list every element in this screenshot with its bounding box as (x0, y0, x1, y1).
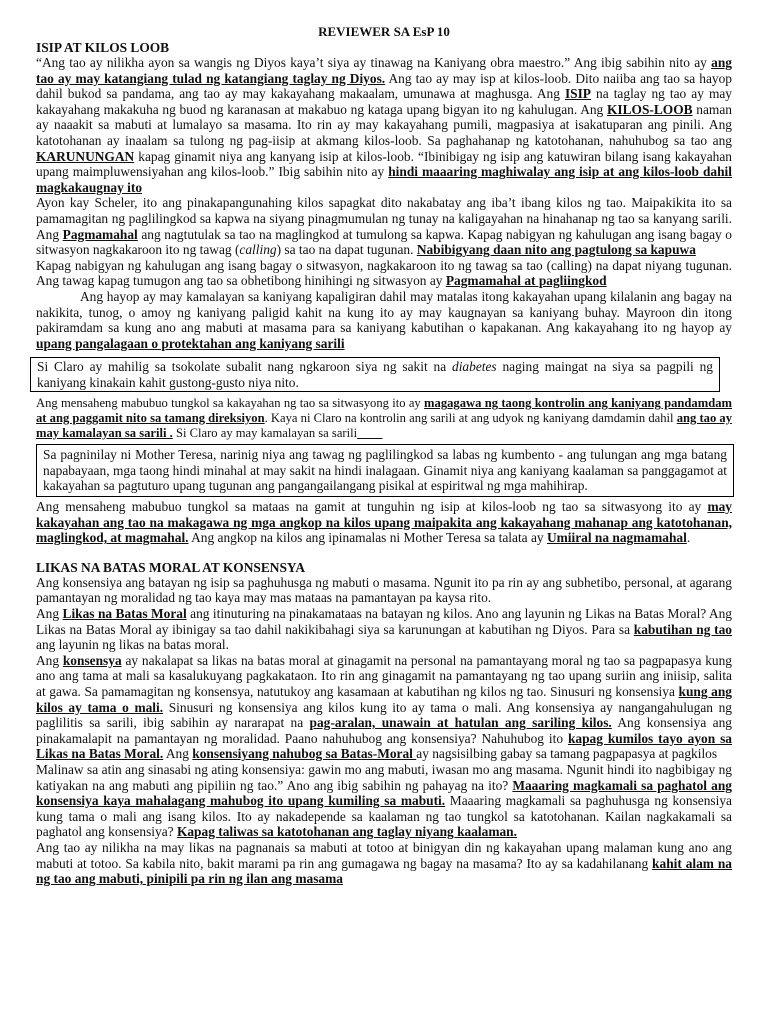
paragraph (36, 840, 732, 887)
example-text (37, 359, 713, 390)
emphasis-text: KARUNUNGAN (36, 148, 135, 164)
emphasis-text: may kakayahan ang tao na makagawa ng mga angkop na kilos upang maipakita ang kakayahang mahanap ang katotohanan, maglingkod, at magmahal. (36, 499, 732, 546)
text-run: ay nakalapat sa likas na batas moral at ginagamit na personal na pamantayang moral ng tao sa pagpapasya kung ano ang tama at mali sa kasalukuyang pagkakataon. Ito rin ang ginagamit na pamantayang ng tao upang suriin ang iniisip, salita at gawa. Sa pamamagitan ng konsensya, natutukoy ang kasamaan at kabutihan ng kilos ng tao. Sinusuri ng konsensiya (36, 652, 732, 699)
text-run: Sa pagninilay ni Mother Teresa, narinig niya ang tawag ng paglilingkod sa labas ng kumbento - ang tulungan ang mga batang napabayaan, mga taong hindi minahal at may sakit na hindi inalagaan. Ginamit niya ang kaniyang kaalaman sa panggagamot at kakayahan sa pagtuturo upang tugunan ang pangangailangang pisikal at espiritwal ng mga mahihirap. (43, 447, 727, 494)
emphasis-text: Umiiral na nagmamahal (546, 530, 687, 546)
text-run: Malinaw sa atin ang sinasabi ng ating konsensiya: gawin mo ang mabuti, iwasan mo ang masama. Ngunit hindi ito nagbibigay ng katiyakan na ang mabuti ang pipiliin ng tao.” Ano ang ibig sabihin ng pahayag na ito? (36, 761, 732, 793)
paragraph (36, 195, 732, 257)
text-run: Maaaring magkamali sa paghuhusga ng konsensiya kung tama o mali ang isang kilos. Ito ay nakadepende sa kaalaman ng tao tungkol sa katotohanan. Kailan nagkakamali sa paghatol ang konsensiya? (36, 793, 732, 840)
paragraph (36, 653, 732, 762)
text-run: Ang mensaheng mabubuo tungkol sa kakayahan ng tao sa sitwasyong ito ay (36, 396, 425, 411)
text-run: “Ang tao ay nilikha ayon sa wangis ng Diyos kaya’t siya ay tinawag na Kaniyang obra maestro.” Ang ibig sabihin nito ay (36, 55, 712, 70)
emphasis-text: ang tao ay may kamalayan sa sarili . (36, 411, 732, 440)
emphasis-text: kung ang kilos ay tama o mali. (36, 683, 732, 715)
example-box-claro (30, 357, 720, 392)
text-run: Ang (36, 652, 63, 668)
emphasis-text: kapag kumilos tayo ayon sa Likas na Batas Moral. (36, 730, 732, 762)
key-phrase (565, 86, 591, 101)
emphasis-text: Pagmamahal at pagliingkod (445, 273, 607, 289)
emphasis-text: Likas na Batas Moral (62, 606, 187, 621)
text-run: ) sa tao na dapat tugunan. (276, 242, 417, 258)
italic-term: calling (239, 242, 277, 258)
emphasis-text: KILOS-LOOB (606, 101, 693, 117)
paragraph (36, 606, 732, 653)
text-run: ay nagsisilbing gabay sa tamang pagpapasya at pagkilos (416, 746, 718, 762)
text-run: . Kaya ni Claro na kontrolin ang sarili at ang udyok ng kaniyang damdamin dahil (264, 411, 677, 426)
paragraph (36, 289, 732, 351)
paragraph (36, 499, 732, 546)
italic-term: diabetes (452, 359, 497, 375)
paragraph (36, 762, 732, 840)
key-phrase (177, 824, 517, 839)
key-phrase (36, 149, 134, 164)
emphasis-text: upang pangalagaan o protektahan ang kaniyang sarili (36, 335, 345, 351)
document-title: REVIEWER SA EsP 10 (318, 24, 450, 39)
text-run: . (686, 530, 691, 546)
key-phrase (607, 102, 693, 117)
emphasis-text: Kapag taliwas sa katotohanan ang taglay niyang kaalaman. (176, 824, 517, 840)
text-run: Ang (163, 746, 193, 762)
key-phrase (63, 606, 187, 621)
text-run: Ang hayop ay may kamalayan sa kaniyang kapaligiran dahil may matalas itong kakayahan upang kilalanin ang bagay na nakikita, tunog, o amoy ng kaniyang paligid kahit na kung ito ay may kaugnayan sa kaniyang buhay. Mayroon din itong pakiramdam sa kung ano ang mabuti at masama para sa kaniyang kabutihan o kapakanan. Ang kakayahang ito ng hayop ay (36, 288, 732, 336)
key-phrase (192, 746, 416, 761)
key-phrase (357, 426, 382, 440)
key-phrase (310, 715, 612, 730)
emphasis-text: Nabibigyang daan nito ang pagtulong sa kapuwa (416, 242, 696, 258)
text-run: Kapag nabigyan ng kahulugan ang isang bagay o sitwasyon, nagkakaroon ito ng tawag sa tao (calling) na dapat niyang tugunan. Ang tawag kapag tumugon ang tao sa obhetibong hinihingi ng sitwasyon ay (36, 257, 732, 289)
paragraph (36, 575, 732, 606)
paragraph (36, 258, 732, 289)
emphasis-text: ____ (357, 425, 383, 440)
key-phrase (417, 242, 696, 257)
emphasis-text: pag-aralan, unawain at hatulan ang sariling kilos. (309, 715, 612, 731)
emphasis-text: Pagmamahal (62, 226, 138, 242)
key-phrase (63, 227, 138, 242)
text-run: Ang konsensiya ang pinakamalapit na pamantayan ng moralidad. Paano nahuhubog ang konsensiya? Nahuhubog ito (36, 715, 732, 746)
text-run: ang layunin ng likas na batas moral. (36, 637, 230, 653)
text-run: Ang tao ay nilikha na may likas na pagnanais sa mabuti at totoo at binigyan din ng kakayahan upang malaman kung ano ang mabuti at totoo. Sa kabila nito, bakit marami pa rin ang gumagawa ng bagay na masama? Ito ay sa kadahilanang (36, 839, 732, 871)
emphasis-text: ISIP (564, 86, 591, 102)
key-phrase (36, 336, 345, 351)
key-phrase (634, 622, 732, 637)
key-phrase (63, 653, 122, 668)
paragraph (36, 55, 732, 195)
section-heading-isip: ISIP AT KILOS LOOB (36, 40, 170, 55)
text-run: ang itinuturing na pinakamataas na batayan ng kilos. Ano ang layunin ng Likas na Batas Moral? Ang Likas na Batas Moral ay ibinigay sa tao dahil nakikibahagi siya sa karunungan at kabutihan ng Diyos. Para sa (36, 606, 732, 637)
key-phrase (547, 530, 687, 545)
text-run: Ang tao ay may isp at kilos-loob. Dito naiiba ang tao sa hayop dahil bukod sa pandama, ang tao ay may kakayahang makaalam, umunawa at maghusga. Ang (36, 70, 733, 102)
paragraph (36, 396, 732, 440)
text-run: Sinusuri ng konsensiya ang kilos kung ito ay tama o mali. Ang konsensiya ay nangangahulugan ng paglilitis sa sarili, ibig sabihin ay nararapat na (36, 699, 732, 731)
emphasis-text: hindi maaaring maghiwalay ang isip at ang kilos-loob dahil magkakaugnay ito (36, 164, 732, 195)
emphasis-text: ang tao ay may katangiang tulad ng katangiang taglay ng Diyos. (36, 55, 732, 86)
text-run: kapag ginamit niya ang kanyang isip at kilos-loob. “Ibinibigay ng isip ang katuwiran bilang isang kakayahan upang maimpluwensiyahan ang kilos-loob.” Ibig sabihin nito ay (36, 148, 732, 180)
emphasis-text: magagawa ng taong kontrolin ang kaniyang pandamdam at ang paggamit nito sa tamang direksiyon (36, 396, 732, 426)
key-phrase (446, 273, 607, 288)
text-run: Ayon kay Scheler, ito ang pinakapangunahing kilos sapagkat dito nakabatay ang iba’t ibang kilos ng tao. Maipakikita ito sa pamamagitan ng paglilingkod sa kapwa na siyang pinagmumulan ng tunay na kaligayahan na hinahanap ng tao sa kanyang sarili. Ang (36, 195, 732, 242)
text-run: Ang mensaheng mabubuo tungkol sa mataas na gamit at tunguhin ng isip at kilos-loob ng tao sa sitwasyong ito ay (36, 499, 708, 515)
document-page (36, 24, 732, 887)
section-heading-likas: LIKAS NA BATAS MORAL AT KONSENSYA (36, 559, 305, 575)
text-run: naman ay naaakit sa mabuti at lumalayo sa masama. Ito rin ay may kakayahang pumili, magpasiya at isakatuparan ang pinili. Ang katotohanan ay inaalam sa tulong ng pag-iisip at akmang kilos-loob. Sa paghahanap ng katotohanan, nahuhubog sa tao ang (36, 101, 732, 148)
text-run: Ang konsensiya ang batayan ng isip sa paghuhusga ng mabuti o masama. Ngunit ito pa rin ay ang subhetibo, personal, at agarang pamantayan ng moralidad ng tao kaya may mas mataas na pamantayan pa kaysa rito. (36, 574, 732, 606)
text-run: Ang (36, 606, 63, 621)
emphasis-text: kahit alam na ng tao ang mabuti, pinipili pa rin ng ilan ang masama (36, 855, 732, 887)
text-run: Si Claro ay mahilig sa tsokolate subalit nang ngkaroon siya ng sakit na (37, 359, 453, 375)
emphasis-text: Maaaring magkamali sa paghatol ang konsensiya kaya mahalagang mahubog ito upang kumiling sa mabuti. (36, 777, 732, 809)
example-box-mother-teresa (36, 444, 734, 497)
emphasis-text: konsensya (62, 652, 122, 668)
text-run: Si Claro ay may kamalayan sa sarili (172, 425, 358, 440)
text-run: naging maingat na siya sa pagpili ng kaniyang kinakain kahit gustong-gusto niya nito. (37, 359, 713, 390)
emphasis-text: kabutihan ng tao (633, 621, 733, 637)
emphasis-text: konsensiyang nahubog sa Batas-Moral (192, 746, 417, 762)
text-run: ang nagtutulak sa tao na maglingkod at tumulong sa kapwa. Kapag nabigyan ng kahulugan ang isang bagay o sitwasyon nagkakaroon ito ng tawag ( (36, 226, 732, 258)
text-run: Ang angkop na kilos ang ipinamalas ni Mother Teresa sa talata ay (188, 530, 547, 546)
text-run: na taglay ng tao ay may kakayahang makakuha ng buod ng karanasan at makabuo ng kataga upang bigyan ito ng kahulugan. Ang (36, 86, 732, 117)
example-text (43, 447, 727, 494)
